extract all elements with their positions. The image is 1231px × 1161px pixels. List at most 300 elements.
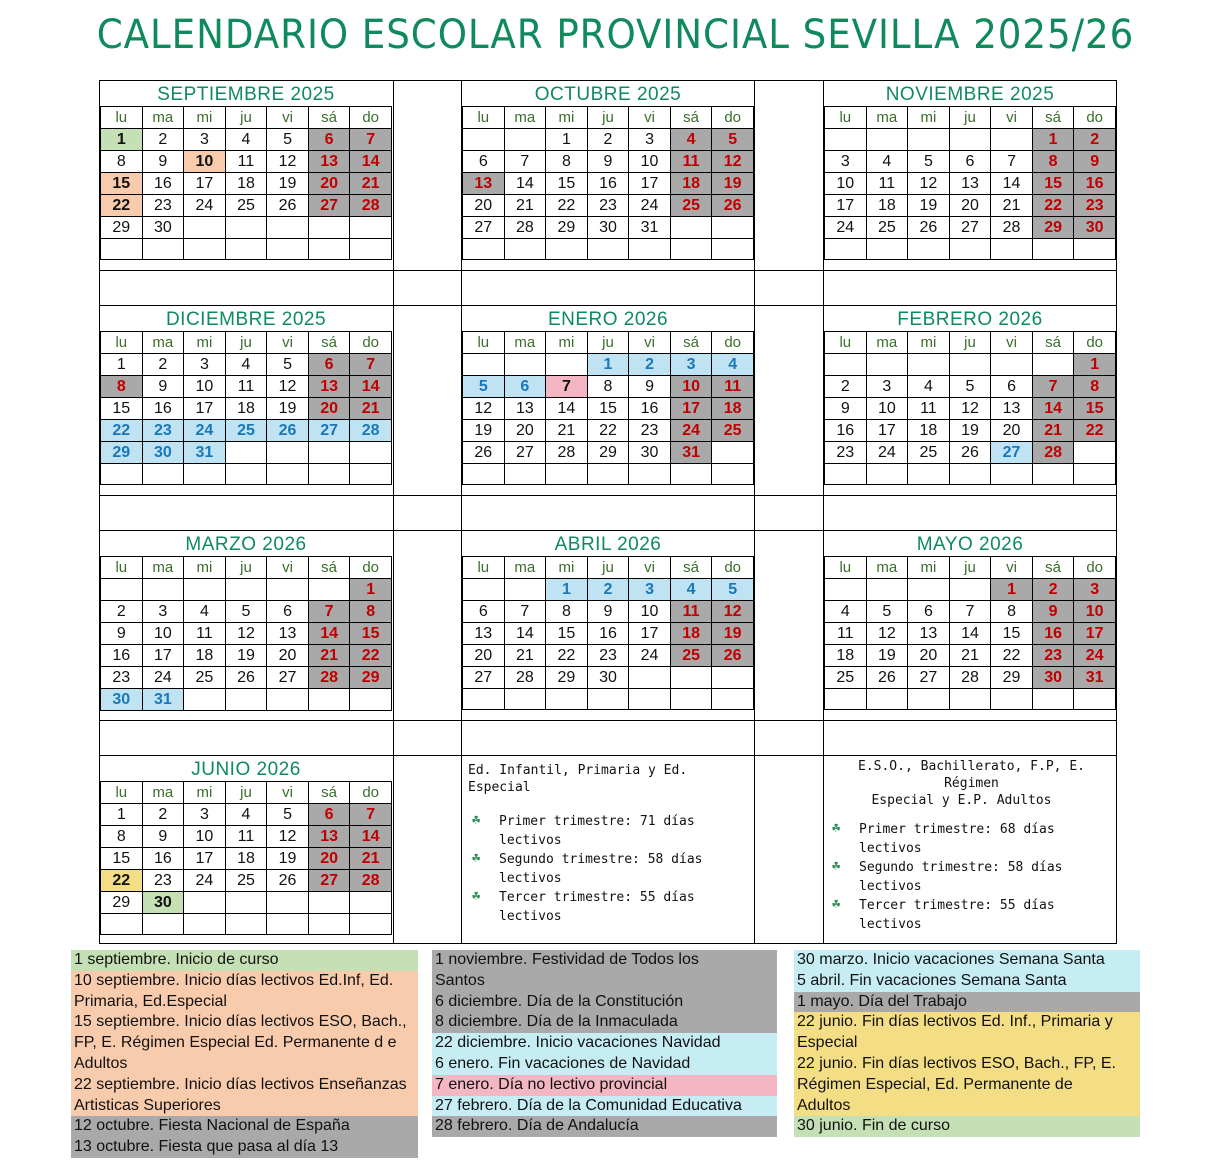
day-cell: 21: [949, 645, 991, 667]
day-cell: 7: [949, 601, 991, 623]
day-cell: 9: [1032, 601, 1074, 623]
day-header: lu: [463, 332, 505, 354]
day-cell: 1: [546, 579, 588, 601]
empty-cell: [825, 129, 867, 151]
day-cell: 1: [350, 579, 392, 601]
day-cell: 21: [991, 195, 1033, 217]
day-cell: 30: [629, 442, 671, 464]
empty-cell: [308, 892, 350, 914]
empty-cell: [712, 442, 754, 464]
day-cell: 30: [142, 217, 184, 239]
day-cell: 30: [1074, 217, 1116, 239]
day-cell: 26: [712, 645, 754, 667]
day-cell: 3: [1074, 579, 1116, 601]
day-cell: 18: [225, 173, 267, 195]
day-header: ju: [587, 557, 629, 579]
day-cell: 10: [629, 151, 671, 173]
day-cell: 20: [308, 173, 350, 195]
day-cell: 1: [1074, 354, 1116, 376]
day-cell: 5: [267, 804, 309, 826]
empty-cell: [350, 892, 392, 914]
empty-cell: [825, 464, 867, 485]
month-4: [100, 307, 392, 485]
day-cell: 17: [629, 173, 671, 195]
day-cell: 2: [587, 129, 629, 151]
month-name: ABRIL 2026: [554, 534, 662, 555]
day-cell: 12: [949, 398, 991, 420]
empty-cell: [504, 579, 546, 601]
day-cell: 14: [350, 826, 392, 848]
day-cell: 13: [949, 173, 991, 195]
day-cell: 24: [184, 870, 226, 892]
day-cell: 8: [546, 601, 588, 623]
day-cell: 23: [142, 195, 184, 217]
month-2: [462, 82, 754, 260]
day-cell: 27: [463, 667, 505, 689]
day-cell: 13: [267, 623, 309, 645]
day-cell: 19: [463, 420, 505, 442]
day-cell: 15: [546, 173, 588, 195]
day-cell: 17: [142, 645, 184, 667]
day-cell: 17: [629, 623, 671, 645]
clover-icon: ☘: [832, 896, 841, 912]
day-cell: 28: [1032, 442, 1074, 464]
day-cell: 5: [463, 376, 505, 398]
empty-cell: [184, 689, 226, 711]
day-cell: 4: [225, 354, 267, 376]
month-9: [824, 532, 1116, 710]
day-cell: 16: [587, 173, 629, 195]
day-cell: 28: [949, 667, 991, 689]
legend-entry: 1 mayo. Día del Trabajo: [794, 992, 1140, 1013]
day-header: vi: [991, 557, 1033, 579]
empty-cell: [908, 689, 950, 710]
legend-entry: 12 octubre. Fiesta Nacional de España 13 octubre. Fiesta que pasa al día 13: [71, 1116, 418, 1158]
day-header: ju: [225, 782, 267, 804]
empty-cell: [1074, 442, 1116, 464]
empty-cell: [670, 689, 712, 710]
empty-cell: [225, 217, 267, 239]
day-cell: 16: [629, 398, 671, 420]
day-cell: 12: [908, 173, 950, 195]
empty-cell: [267, 442, 309, 464]
day-cell: 31: [670, 442, 712, 464]
day-header: ma: [504, 557, 546, 579]
day-cell: 30: [587, 217, 629, 239]
day-cell: 7: [350, 129, 392, 151]
day-cell: 29: [101, 442, 143, 464]
day-header: vi: [267, 557, 309, 579]
day-cell: 13: [463, 623, 505, 645]
day-cell: 23: [101, 667, 143, 689]
day-cell: 10: [184, 376, 226, 398]
day-cell: 21: [308, 645, 350, 667]
empty-cell: [350, 442, 392, 464]
day-cell: 3: [629, 129, 671, 151]
day-cell: 21: [350, 173, 392, 195]
day-cell: 27: [308, 195, 350, 217]
day-cell: 1: [1032, 129, 1074, 151]
day-cell: 13: [991, 398, 1033, 420]
day-cell: 9: [142, 151, 184, 173]
day-cell: 29: [546, 667, 588, 689]
trimestre-item: ☘ Segundo trimestre: 58 días lectivos: [472, 850, 703, 886]
day-cell: 13: [308, 826, 350, 848]
day-cell: 8: [101, 151, 143, 173]
day-cell: 29: [587, 442, 629, 464]
day-cell: 6: [463, 151, 505, 173]
empty-cell: [866, 579, 908, 601]
month-name: SEPTIEMBRE 2025: [157, 84, 335, 105]
clover-icon: ☘: [832, 820, 841, 836]
empty-cell: [184, 914, 226, 935]
empty-cell: [866, 354, 908, 376]
empty-cell: [587, 689, 629, 710]
empty-cell: [629, 689, 671, 710]
day-header: lu: [101, 107, 143, 129]
day-cell: 21: [546, 420, 588, 442]
day-cell: 9: [587, 151, 629, 173]
empty-cell: [712, 689, 754, 710]
day-cell: 22: [101, 870, 143, 892]
empty-cell: [184, 892, 226, 914]
day-cell: 14: [1032, 398, 1074, 420]
day-cell: 25: [712, 420, 754, 442]
day-header: sá: [308, 107, 350, 129]
day-header: ju: [225, 557, 267, 579]
day-cell: 24: [629, 645, 671, 667]
day-cell: 15: [546, 623, 588, 645]
empty-cell: [308, 579, 350, 601]
day-cell: 15: [101, 173, 143, 195]
day-cell: 7: [504, 151, 546, 173]
day-cell: 4: [225, 129, 267, 151]
empty-cell: [949, 579, 991, 601]
day-cell: 6: [308, 804, 350, 826]
day-cell: 28: [504, 667, 546, 689]
day-cell: 19: [225, 645, 267, 667]
day-cell: 26: [225, 667, 267, 689]
day-cell: 22: [546, 645, 588, 667]
empty-cell: [504, 464, 546, 485]
day-header: ju: [949, 332, 991, 354]
empty-cell: [670, 464, 712, 485]
day-cell: 18: [184, 645, 226, 667]
day-cell: 23: [587, 195, 629, 217]
day-cell: 11: [908, 398, 950, 420]
day-cell: 12: [866, 623, 908, 645]
day-cell: 15: [1074, 398, 1116, 420]
day-header: vi: [267, 332, 309, 354]
day-header: mi: [546, 557, 588, 579]
day-header: ma: [504, 107, 546, 129]
legend-entry: 27 febrero. Día de la Comunidad Educativa: [432, 1096, 777, 1117]
day-cell: 8: [1074, 376, 1116, 398]
day-cell: 25: [670, 195, 712, 217]
day-cell: 11: [184, 623, 226, 645]
empty-cell: [670, 217, 712, 239]
day-cell: 6: [267, 601, 309, 623]
day-cell: 19: [908, 195, 950, 217]
day-cell: 23: [587, 645, 629, 667]
empty-cell: [991, 239, 1033, 260]
day-cell: 16: [587, 623, 629, 645]
day-header: do: [1074, 332, 1116, 354]
day-cell: 21: [504, 645, 546, 667]
day-header: ma: [142, 332, 184, 354]
month-table: [100, 331, 392, 485]
day-header: vi: [629, 107, 671, 129]
day-cell: 15: [991, 623, 1033, 645]
empty-cell: [991, 464, 1033, 485]
day-cell: 31: [629, 217, 671, 239]
day-header: lu: [101, 782, 143, 804]
clover-icon: ☘: [472, 888, 481, 904]
trimestre-item: ☘ Tercer trimestre: 55 días lectivos: [472, 888, 695, 924]
legend-column-1: [71, 950, 418, 1158]
empty-cell: [308, 689, 350, 711]
month-table: [824, 331, 1116, 485]
day-cell: 17: [184, 398, 226, 420]
day-cell: 3: [670, 354, 712, 376]
empty-cell: [712, 464, 754, 485]
empty-cell: [267, 464, 309, 485]
day-cell: 4: [184, 601, 226, 623]
empty-cell: [463, 239, 505, 260]
day-cell: 3: [825, 151, 867, 173]
empty-cell: [350, 914, 392, 935]
empty-cell: [587, 464, 629, 485]
empty-cell: [1032, 689, 1074, 710]
day-cell: 30: [1032, 667, 1074, 689]
day-cell: 9: [142, 376, 184, 398]
day-cell: 22: [546, 195, 588, 217]
day-header: mi: [908, 332, 950, 354]
empty-cell: [225, 579, 267, 601]
day-cell: 8: [101, 376, 143, 398]
day-cell: 15: [1032, 173, 1074, 195]
day-header: sá: [670, 557, 712, 579]
empty-cell: [504, 689, 546, 710]
day-cell: 9: [101, 623, 143, 645]
day-cell: 17: [866, 420, 908, 442]
day-header: sá: [1032, 107, 1074, 129]
day-cell: 24: [184, 195, 226, 217]
empty-cell: [184, 579, 226, 601]
day-header: vi: [991, 332, 1033, 354]
day-cell: 19: [267, 398, 309, 420]
day-header: do: [1074, 107, 1116, 129]
empty-cell: [267, 579, 309, 601]
day-cell: 15: [350, 623, 392, 645]
day-cell: 22: [1032, 195, 1074, 217]
empty-cell: [629, 667, 671, 689]
day-cell: 20: [991, 420, 1033, 442]
day-cell: 2: [629, 354, 671, 376]
month-table: [824, 556, 1116, 710]
day-cell: 9: [825, 398, 867, 420]
month-table: [462, 331, 754, 485]
day-cell: 3: [866, 376, 908, 398]
day-cell: 16: [142, 848, 184, 870]
day-cell: 18: [225, 398, 267, 420]
day-cell: 25: [225, 870, 267, 892]
empty-cell: [949, 689, 991, 710]
day-cell: 11: [225, 376, 267, 398]
day-cell: 15: [101, 848, 143, 870]
day-cell: 20: [908, 645, 950, 667]
day-cell: 6: [908, 601, 950, 623]
day-cell: 19: [267, 848, 309, 870]
empty-cell: [101, 239, 143, 260]
day-cell: 11: [712, 376, 754, 398]
day-cell: 24: [629, 195, 671, 217]
day-cell: 11: [670, 601, 712, 623]
day-cell: 5: [712, 129, 754, 151]
day-header: sá: [670, 107, 712, 129]
day-cell: 18: [866, 195, 908, 217]
month-name: NOVIEMBRE 2025: [885, 84, 1055, 105]
day-cell: 30: [142, 442, 184, 464]
day-cell: 26: [949, 442, 991, 464]
empty-cell: [825, 579, 867, 601]
day-header: sá: [1032, 332, 1074, 354]
day-cell: 21: [350, 848, 392, 870]
day-cell: 24: [825, 217, 867, 239]
empty-cell: [949, 464, 991, 485]
day-header: ju: [949, 557, 991, 579]
day-cell: 24: [670, 420, 712, 442]
day-header: lu: [825, 557, 867, 579]
day-header: ma: [142, 557, 184, 579]
day-cell: 6: [308, 354, 350, 376]
day-cell: 14: [350, 151, 392, 173]
day-cell: 20: [308, 398, 350, 420]
day-cell: 4: [670, 129, 712, 151]
day-cell: 17: [825, 195, 867, 217]
empty-cell: [267, 689, 309, 711]
month-table: [824, 106, 1116, 260]
empty-cell: [350, 689, 392, 711]
day-cell: 16: [825, 420, 867, 442]
day-cell: 8: [350, 601, 392, 623]
day-cell: 14: [308, 623, 350, 645]
day-header: sá: [670, 332, 712, 354]
day-header: sá: [308, 332, 350, 354]
day-cell: 12: [225, 623, 267, 645]
day-cell: 6: [463, 601, 505, 623]
empty-cell: [504, 354, 546, 376]
day-cell: 15: [587, 398, 629, 420]
empty-cell: [184, 464, 226, 485]
empty-cell: [267, 914, 309, 935]
day-header: mi: [184, 782, 226, 804]
day-cell: 14: [991, 173, 1033, 195]
day-cell: 16: [101, 645, 143, 667]
day-cell: 20: [308, 848, 350, 870]
day-cell: 5: [949, 376, 991, 398]
day-cell: 10: [825, 173, 867, 195]
day-cell: 31: [184, 442, 226, 464]
trimestre-item: ☘ Tercer trimestre: 55 días lectivos: [832, 896, 1055, 932]
day-cell: 6: [504, 376, 546, 398]
day-cell: 26: [267, 195, 309, 217]
empty-cell: [101, 579, 143, 601]
day-cell: 1: [101, 354, 143, 376]
day-cell: 11: [225, 826, 267, 848]
empty-cell: [225, 892, 267, 914]
day-cell: 7: [308, 601, 350, 623]
clover-icon: ☘: [832, 858, 841, 874]
day-cell: 18: [908, 420, 950, 442]
day-cell: 1: [101, 804, 143, 826]
day-header: ju: [225, 107, 267, 129]
day-cell: 6: [949, 151, 991, 173]
day-header: lu: [463, 107, 505, 129]
trimestre-item: ☘ Primer trimestre: 71 días lectivos: [472, 812, 695, 848]
day-header: mi: [184, 107, 226, 129]
day-cell: 2: [142, 804, 184, 826]
day-cell: 25: [225, 195, 267, 217]
day-cell: 3: [184, 354, 226, 376]
day-header: ma: [142, 107, 184, 129]
month-table: [462, 556, 754, 710]
day-cell: 22: [350, 645, 392, 667]
day-cell: 13: [463, 173, 505, 195]
empty-cell: [142, 579, 184, 601]
day-cell: 12: [712, 151, 754, 173]
day-cell: 9: [1074, 151, 1116, 173]
empty-cell: [350, 217, 392, 239]
day-cell: 4: [825, 601, 867, 623]
month-name: FEBRERO 2026: [897, 309, 1043, 330]
empty-cell: [184, 217, 226, 239]
day-header: vi: [267, 782, 309, 804]
empty-cell: [587, 239, 629, 260]
legend-entry: 30 junio. Fin de curso: [794, 1116, 1140, 1137]
day-cell: 5: [908, 151, 950, 173]
day-cell: 2: [1074, 129, 1116, 151]
legend-entry: 22 diciembre. Inicio vacaciones Navidad 6 enero. Fin vacaciones de Navidad: [432, 1033, 777, 1075]
day-cell: 3: [184, 804, 226, 826]
day-cell: 13: [908, 623, 950, 645]
day-cell: 8: [587, 376, 629, 398]
month-6: [824, 307, 1116, 485]
day-header: do: [350, 557, 392, 579]
day-cell: 10: [1074, 601, 1116, 623]
day-cell: 17: [184, 848, 226, 870]
day-cell: 12: [267, 376, 309, 398]
day-cell: 14: [546, 398, 588, 420]
empty-cell: [908, 129, 950, 151]
day-cell: 31: [1074, 667, 1116, 689]
day-cell: 26: [866, 667, 908, 689]
day-cell: 25: [825, 667, 867, 689]
legend-entry: 10 septiembre. Inicio días lectivos Ed.Inf, Ed. Primaria, Ed.Especial 15 septiembre. Inicio días lectivos ESO, Bach., FP, E. Régimen Especial Ed. Permanente d e Adultos 22 septiembre. Inicio días lectivos Enseñanzas Artisticas Superiores: [71, 971, 418, 1117]
day-header: sá: [308, 557, 350, 579]
empty-cell: [991, 354, 1033, 376]
day-cell: 10: [184, 826, 226, 848]
day-header: mi: [908, 557, 950, 579]
empty-cell: [1032, 464, 1074, 485]
day-cell: 8: [1032, 151, 1074, 173]
day-cell: 12: [267, 151, 309, 173]
empty-cell: [267, 892, 309, 914]
day-cell: 1: [101, 129, 143, 151]
day-cell: 17: [670, 398, 712, 420]
day-cell: 28: [546, 442, 588, 464]
legend-entry: 7 enero. Día no lectivo provincial: [432, 1075, 777, 1096]
